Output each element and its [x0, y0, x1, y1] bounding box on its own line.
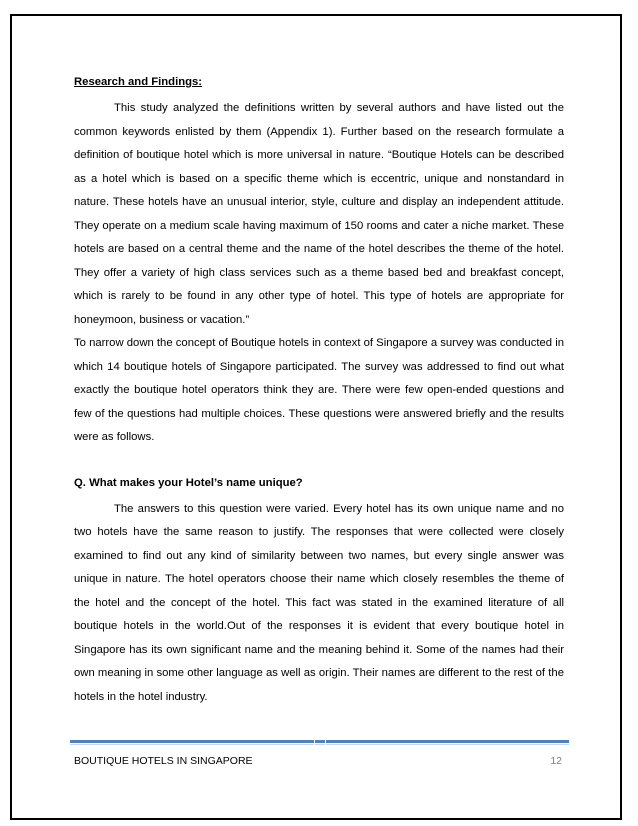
paragraph-answers: The answers to this question were varied. Every hotel has its own unique name and no two hotels have the same reason to justify. The responses that were collected were closely examined to find out any kind of similarity between two names, but every single answer was unique in nature. The hotel operators choose their name which closely resembles the theme of the hotel and the concept of the hotel. This fact was stated in the examined literature of all boutique hotels in the world.Out of the responses it is evident that every boutique hotel in Singapore has its own significant name and the meaning behind it. Some of the names had their own meaning in some other language as well as origin. Their names are different to the rest of the hotels in the hotel industry.	[74, 502, 564, 703]
paragraph-definition: This study analyzed the definitions written by several authors and have listed out the common keywords enlisted by them (Appendix 1). Further based on the research formulate a definition of boutique hotel which is more universal in nature. “Boutique Hotels can be described as a hotel which is based on a specific theme which is eccentric, unique and nonstandard in nature. These hotels have an unusual interior, style, culture and display an independent attitude. They operate on a medium scale having maximum of 150 rooms and cater a niche market. These hotels are based on a central theme and the name of the hotel describes the theme of the hotel. They offer a variety of high class services such as a theme based bed and breakfast concept, which is rarely to be found in any other type of hotel. This type of hotels are appropriate for honeymoon, business or vacation.”	[74, 102, 564, 326]
section-heading-research: Research and Findings:	[74, 76, 203, 88]
page-number: 12	[550, 755, 562, 767]
document-body	[74, 72, 564, 709]
footer-title: BOUTIQUE HOTELS IN SINGAPORE	[74, 755, 253, 767]
footer-rule-mark	[314, 738, 326, 745]
section-heading-question: Q. What makes your Hotel’s name unique?	[74, 476, 303, 489]
paragraph-survey: To narrow down the concept of Boutique hotels in context of Singapore a survey was conducted in which 14 boutique hotels of Singapore participated. The survey was addressed to find out what exactly the boutique hotel operators think they are. There were few open-ended questions and few of the questions had multiple choices. These questions were answered briefly and the results were as follows.	[74, 337, 564, 443]
paragraph-gap	[74, 450, 564, 473]
